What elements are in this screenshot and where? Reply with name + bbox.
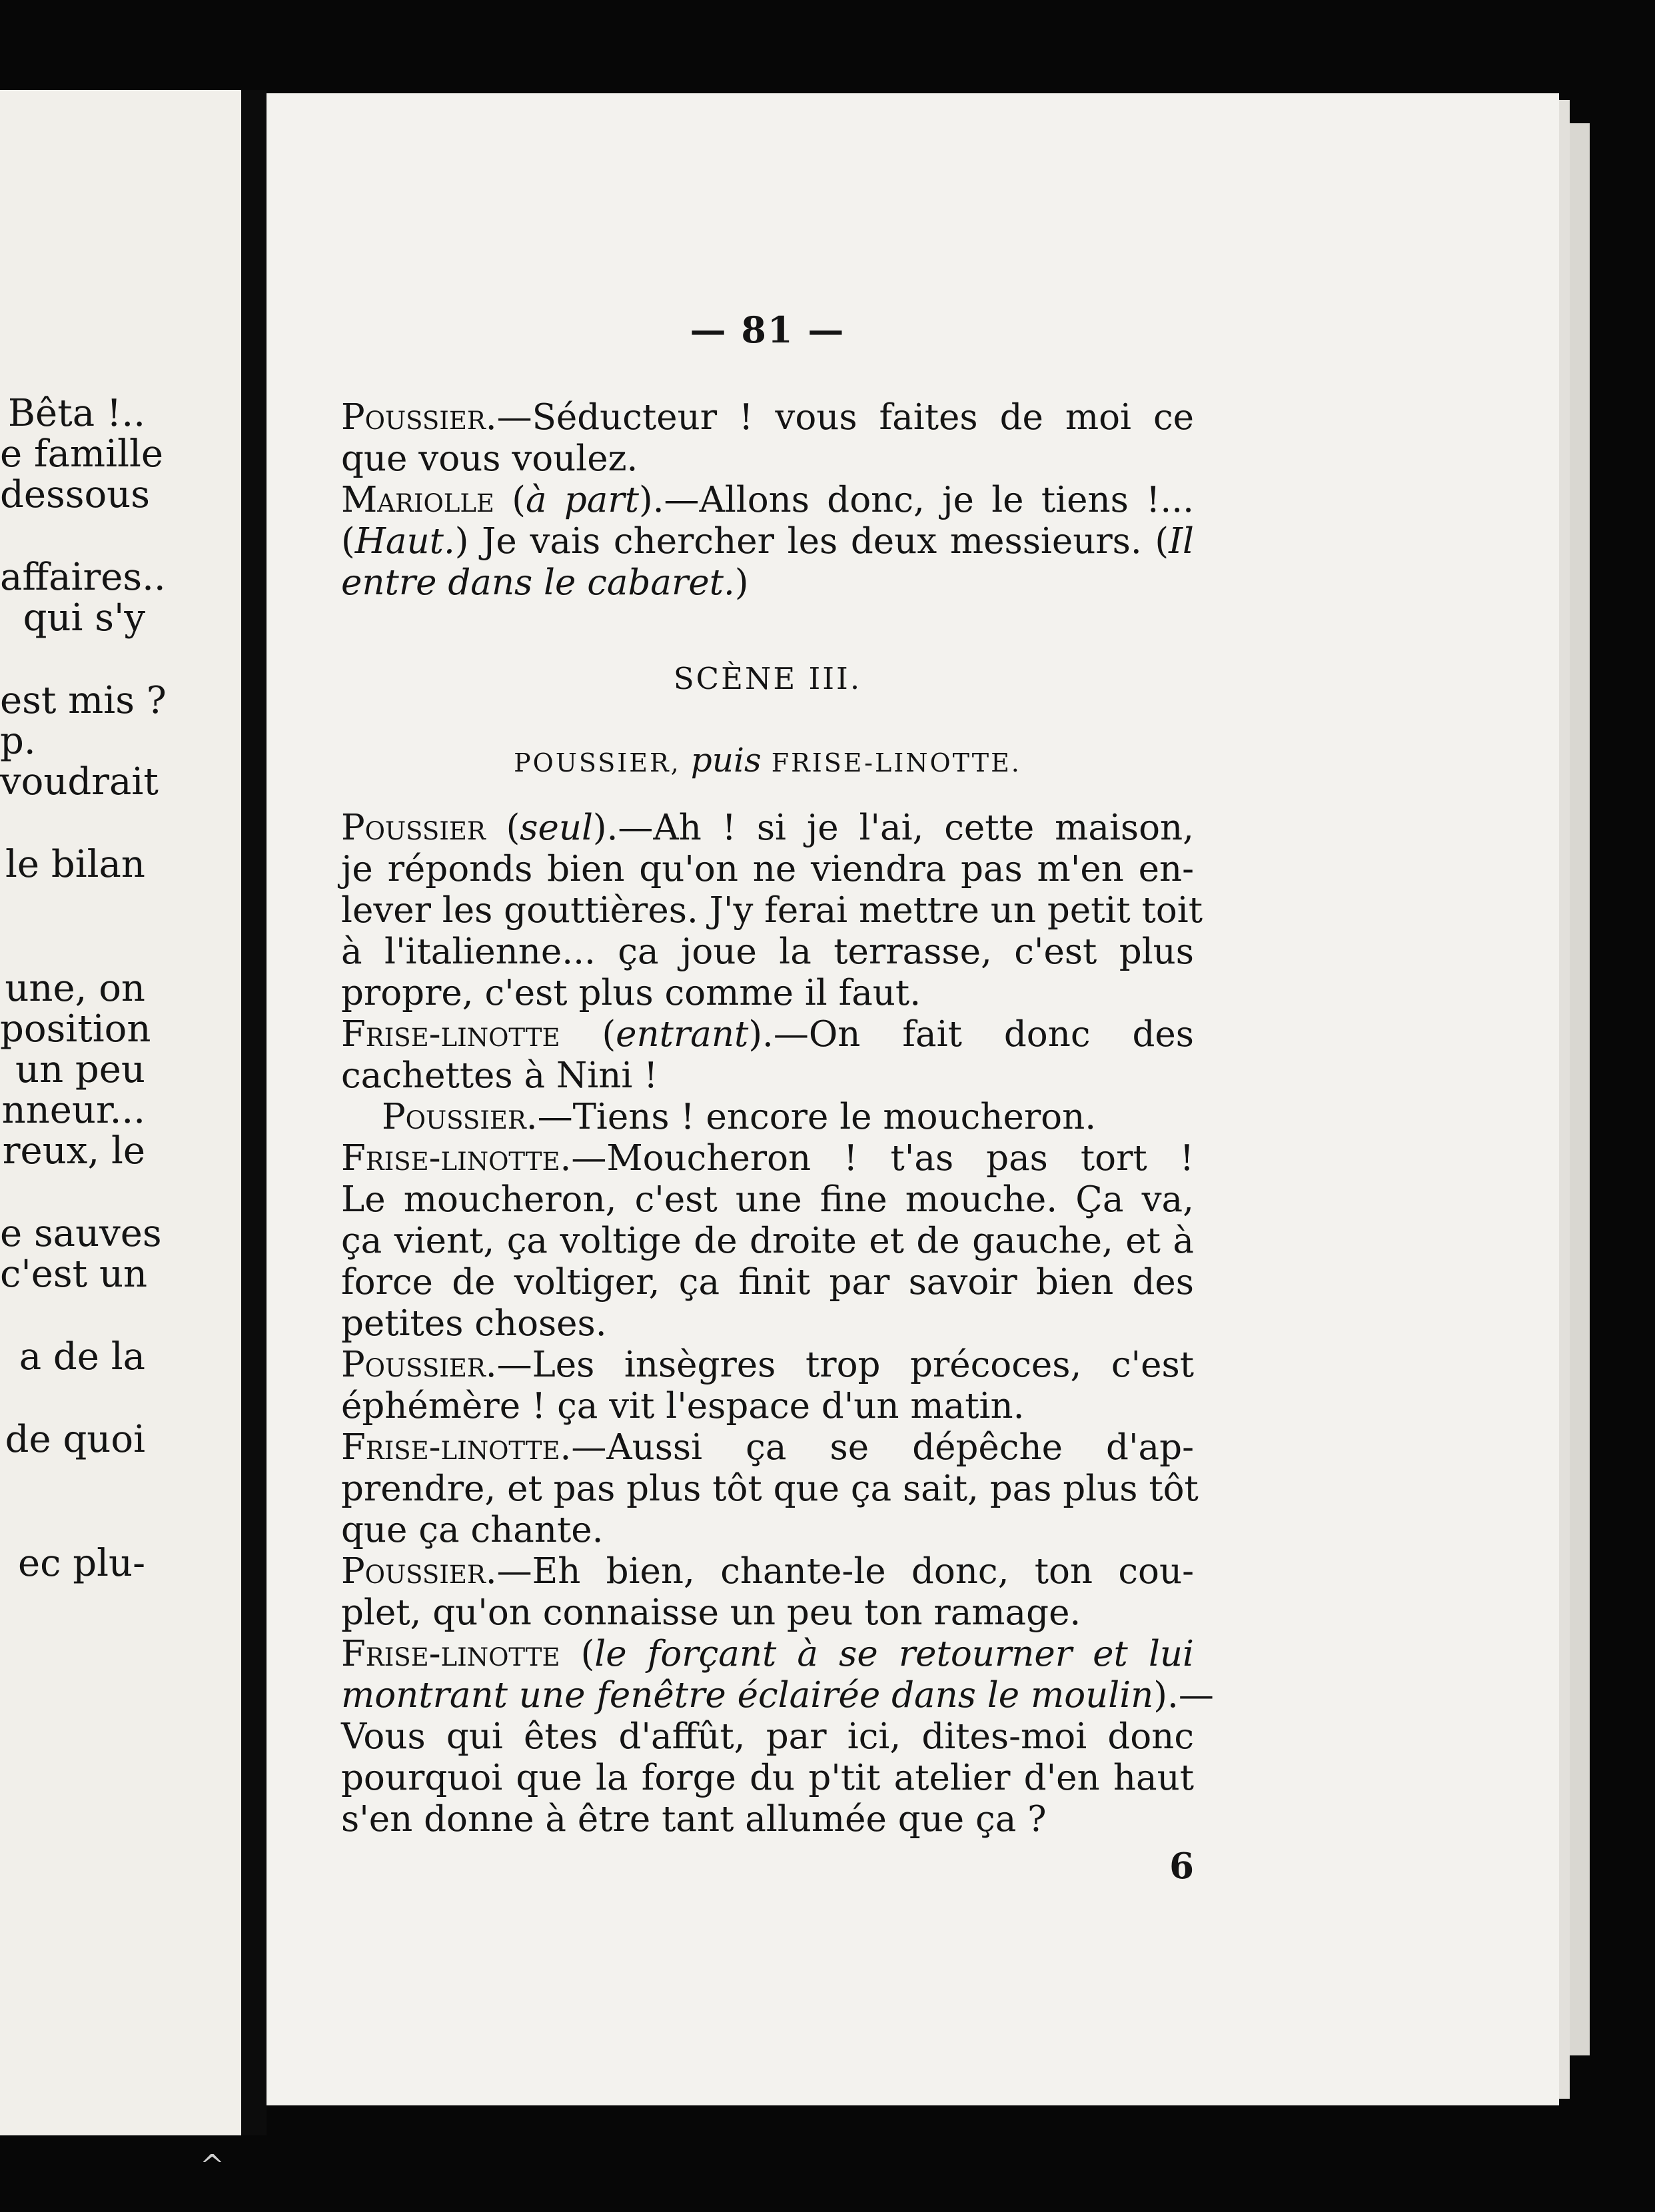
page-number: — 81 — (690, 308, 845, 351)
text-line: Le moucheron, c'est une fine mouche. Ça va, (341, 1179, 1194, 1220)
stage-direction: le forçant à se retourner et lui (594, 1634, 1195, 1674)
text-line (341, 480, 1194, 520)
text-line: s'en donne à être tant allumée que ça ? (341, 1799, 1047, 1840)
text-line: que ça chante. (341, 1510, 604, 1550)
stage-direction: seul (520, 808, 593, 848)
left-page-line: dessous (0, 473, 150, 516)
left-page-line: e famille (0, 432, 164, 476)
text-line: force de voltiger, ça finit par savoir bien des (341, 1262, 1194, 1303)
left-page-line: ec plu- (17, 1542, 145, 1585)
speech: ).— (1153, 1675, 1214, 1716)
text-line: plet, qu'on connaisse un peu ton ramage. (341, 1592, 1081, 1633)
stage-direction: montrant une fenêtre éclairée dans le moulin (341, 1675, 1154, 1716)
text-line (341, 1138, 1194, 1179)
text-line (341, 1014, 1194, 1055)
text-line: petites choses. (341, 1303, 607, 1344)
text-line (341, 397, 1194, 438)
speaker: Frise-linotte (341, 1634, 560, 1674)
text-line (341, 1675, 1214, 1716)
paren: ( (560, 1634, 595, 1674)
text-line: à l'italienne... ça joue la terrasse, c'est plus (341, 931, 1194, 972)
text-line (341, 562, 1194, 603)
speech: —Moucheron ! t'as pas tort ! (571, 1138, 1194, 1179)
text-line: prendre, et pas plus tôt que ça sait, pas plus tôt (341, 1468, 1199, 1509)
left-page-line: voudrait (0, 760, 159, 804)
speaker: Poussier. (341, 1345, 497, 1385)
left-page-line: une, on (5, 967, 145, 1010)
left-page-line: e sauves (0, 1212, 162, 1255)
book-gutter (241, 90, 267, 2135)
text-line: Vous qui êtes d'affût, par ici, dites-moi donc (341, 1716, 1194, 1757)
paren: ( (494, 480, 526, 520)
speech: ).—On fait donc des (748, 1014, 1194, 1055)
paren: ) (734, 562, 749, 603)
left-page-line: qui s'y (23, 596, 145, 640)
cast-name: POUSSIER, (514, 748, 691, 778)
left-page-line: a de la (19, 1335, 145, 1379)
stage-direction: Haut. (354, 521, 455, 562)
left-page-line: est mis ? (0, 679, 167, 722)
speech: —Eh bien, chante-le donc, ton cou- (496, 1551, 1194, 1592)
cast-name: FRISE-LINOTTE. (761, 748, 1021, 778)
stage-direction: Il (1169, 521, 1194, 562)
cast-connector: puis (690, 741, 762, 780)
speech: —Aussi ça se dépêche d'ap- (571, 1427, 1194, 1468)
signature-mark: 6 (1169, 1846, 1194, 1887)
left-page-line: nneur... (1, 1089, 145, 1132)
left-page-line: p. (0, 720, 36, 763)
speech: —Séducteur ! vous faites de moi ce (496, 397, 1194, 438)
text-line (341, 808, 1194, 848)
text-line: je réponds bien qu'on ne viendra pas m'en en- (341, 849, 1194, 889)
speech: —Tiens ! encore le moucheron. (537, 1097, 1097, 1137)
speaker: Frise-linotte (341, 1014, 560, 1055)
cast-list (341, 741, 1194, 780)
paren: ( (485, 808, 520, 848)
speaker: Poussier. (341, 1551, 497, 1592)
text-line: cachettes à Nini ! (341, 1055, 658, 1096)
text-line (341, 521, 1194, 562)
text-line: que vous voulez. (341, 438, 638, 479)
left-page-line: c'est un (0, 1253, 148, 1296)
speaker: Poussier. (382, 1097, 538, 1137)
speech: ).—Allons donc, je le tiens !... (639, 480, 1194, 520)
paren: ( (341, 521, 355, 562)
left-page-line: le bilan (5, 843, 145, 886)
left-page (0, 90, 241, 2135)
speaker: Frise-linotte. (341, 1427, 572, 1468)
left-page-line: position (0, 1007, 151, 1051)
left-page-line: de quoi (5, 1418, 145, 1461)
speaker: Mariolle (341, 480, 494, 520)
scene-heading: SCÈNE III. (673, 661, 862, 696)
text-line (341, 1345, 1194, 1385)
paren: ( (560, 1014, 616, 1055)
scan-artifact: ^ (200, 2149, 225, 2183)
left-page-line: un peu (15, 1048, 145, 1091)
text-line: ça vient, ça voltige de droite et de gauche, et à (341, 1221, 1194, 1261)
speaker: Poussier. (341, 397, 497, 438)
text-line: éphémère ! ça vit l'espace d'un matin. (341, 1386, 1025, 1426)
speech: ) Je vais chercher les deux messieurs. ( (454, 521, 1169, 562)
left-page-line: reux, le (2, 1129, 145, 1173)
right-page (267, 93, 1559, 2105)
speech: —Les insègres trop précoces, c'est (496, 1345, 1194, 1385)
text-line (341, 1551, 1194, 1592)
text-line: pourquoi que la forge du p'tit atelier d'en haut (341, 1758, 1194, 1798)
text-line: lever les gouttières. J'y ferai mettre un petit toit (341, 890, 1203, 931)
speaker: Poussier (341, 808, 486, 848)
speech: ).—Ah ! si je l'ai, cette maison, (592, 808, 1194, 848)
stage-direction: entrant (616, 1014, 749, 1055)
speaker: Frise-linotte. (341, 1138, 572, 1179)
text-line (341, 1427, 1194, 1468)
text-line: propre, c'est plus comme il faut. (341, 973, 921, 1013)
stage-direction: à part (525, 480, 640, 520)
left-page-line: affaires.. (0, 556, 166, 599)
text-line (341, 1634, 1194, 1674)
left-page-line: Bêta !.. (7, 392, 145, 435)
stage-direction: entre dans le cabaret. (341, 562, 735, 603)
page-edge (1570, 123, 1590, 2055)
text-line (382, 1097, 1235, 1137)
